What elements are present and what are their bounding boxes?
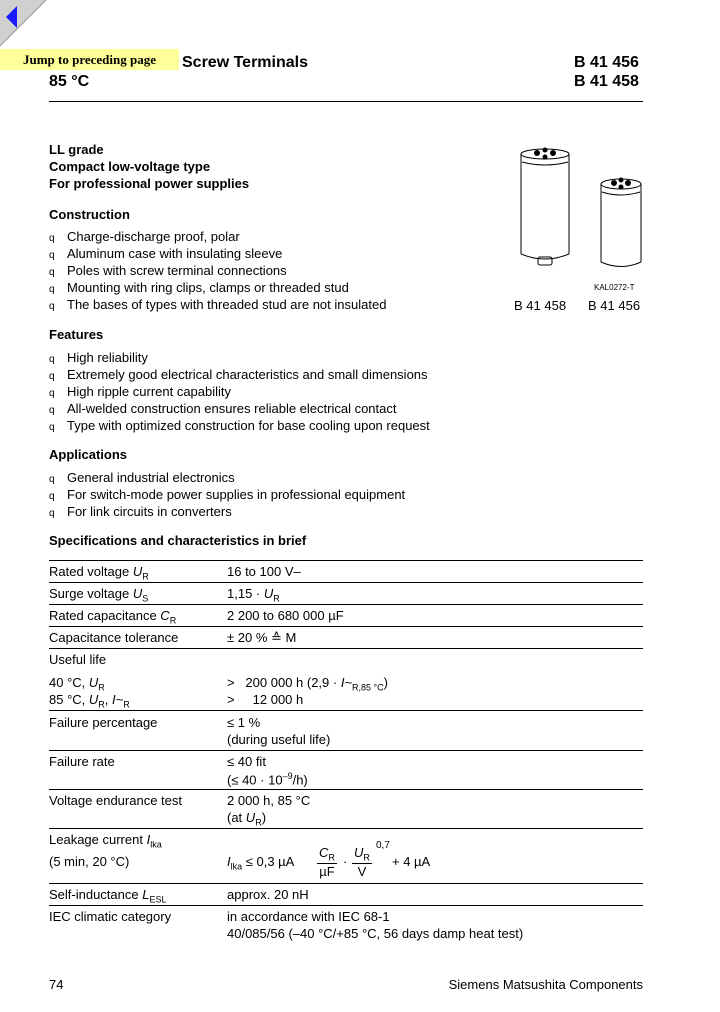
spec-label-endurance: Voltage endurance test	[49, 793, 182, 808]
spec-value-useful-life-85: > 12 000 h	[227, 692, 304, 707]
list-item: q Type with optimized construction for base cooling upon request	[49, 418, 430, 433]
table-rule	[49, 648, 643, 649]
temperature-rating: 85 °C	[49, 73, 90, 90]
spec-value-iec: in accordance with IEC 68-1	[227, 909, 390, 924]
construction-heading: Construction	[49, 207, 130, 222]
page-title: Screw Terminals	[182, 54, 308, 71]
table-rule	[49, 604, 643, 605]
list-item: q General industrial electronics	[49, 470, 235, 485]
list-item: q High ripple current capability	[49, 384, 232, 399]
spec-label-rated-capacitance: Rated capacitance $C_R$	[49, 608, 177, 626]
spec-value-failure-percentage-note: (during useful life)	[227, 732, 331, 747]
intro-line: LL grade	[49, 142, 104, 157]
page-number: 74	[49, 977, 64, 992]
applications-heading: Applications	[49, 447, 128, 462]
spec-value-iec-detail: 40/085/56 (–40 °C/+85 °C, 56 days damp heat test)	[227, 926, 524, 941]
spec-value-rated-voltage: 16 to 100 V–	[227, 564, 301, 579]
leakage-formula: $I_{lka} \le 0,3$ µA	[227, 854, 295, 872]
spec-value-rated-capacitance: 2 200 to 680 000 µF	[227, 608, 344, 623]
spec-value-self-inductance: approx. 20 nH	[227, 887, 309, 902]
part-number-b: B 41 458	[574, 73, 639, 90]
list-item: q All-welded construction ensures reliable electrical contact	[49, 401, 397, 416]
capacitor-illustration	[510, 140, 650, 290]
table-rule	[49, 905, 643, 906]
spec-label-self-inductance: Self-inductance $L_{ESL}$	[49, 887, 167, 905]
list-item: q Extremely good electrical characteristics and small dimensions	[49, 367, 428, 382]
header-divider	[49, 101, 643, 102]
list-item: q For switch-mode power supplies in professional equipment	[49, 487, 406, 502]
spec-value-endurance: 2 000 h, 85 °C	[227, 793, 311, 808]
spec-label-rated-voltage: Rated voltage $U_R$	[49, 564, 149, 582]
table-rule	[49, 582, 643, 583]
spec-label-leakage: Leakage current $I_{lka}$	[49, 832, 162, 850]
table-rule	[49, 883, 643, 884]
list-item: q High reliability	[49, 350, 148, 365]
leakage-formula-tail: + 4 µA	[392, 854, 431, 869]
table-rule	[49, 560, 643, 561]
specs-heading: Specifications and characteristics in brief	[49, 533, 307, 548]
spec-value-failure-rate-note: (≤ $40 \cdot 10^{-9}/h$)	[227, 771, 308, 788]
spec-value-failure-percentage: ≤ 1 %	[227, 715, 261, 730]
list-item: q For link circuits in converters	[49, 504, 232, 519]
table-rule	[49, 626, 643, 627]
intro-line: For professional power supplies	[49, 176, 250, 191]
leakage-formula-dot: ·	[343, 854, 348, 869]
spec-label-iec: IEC climatic category	[49, 909, 172, 924]
list-item: q Aluminum case with insulating sleeve	[49, 246, 283, 261]
list-item: q The bases of types with threaded stud are not insulated	[49, 297, 387, 312]
figure-code: KAL0272-T	[594, 283, 635, 292]
spec-label-tolerance: Capacitance tolerance	[49, 630, 179, 645]
spec-label-useful-life-85: 85 °C, $U_R$, $I\sim_R$	[49, 692, 130, 710]
spec-label-failure-rate: Failure rate	[49, 754, 115, 769]
leakage-formula-frac2: $U_R$ V	[354, 845, 370, 879]
table-rule	[49, 828, 643, 829]
intro-line: Compact low-voltage type	[49, 159, 211, 174]
spec-value-tolerance: ± 20 % ≙ M	[227, 630, 297, 645]
spec-label-failure-percentage: Failure percentage	[49, 715, 158, 730]
table-rule	[49, 710, 643, 711]
table-rule	[49, 789, 643, 790]
features-heading: Features	[49, 327, 104, 342]
leakage-formula-frac1: $C_R$ µF	[319, 845, 335, 879]
spec-label-leakage-conditions: (5 min, 20 °C)	[49, 854, 130, 869]
figure-label-right: B 41 456	[588, 298, 641, 313]
table-rule	[49, 750, 643, 751]
spec-value-endurance-note: (at $U_R$)	[227, 810, 267, 828]
spec-label-useful-life-40: 40 °C, $U_R$	[49, 675, 105, 693]
spec-value-useful-life-40: > 200 000 h $(2,9 \cdot I\sim_{R,85 ^\circ C})$	[227, 675, 389, 693]
list-item: q Mounting with ring clips, clamps or threaded stud	[49, 280, 349, 295]
list-item: q Poles with screw terminal connections	[49, 263, 287, 278]
figure-label-left: B 41 458	[514, 298, 567, 313]
previous-page-arrow-icon[interactable]	[0, 0, 46, 46]
company-name: Siemens Matsushita Components	[448, 977, 643, 992]
jump-to-preceding-page-button[interactable]: Jump to preceding page	[0, 49, 179, 70]
spec-label-useful-life: Useful life	[49, 652, 107, 667]
spec-label-surge-voltage: Surge voltage $U_S$	[49, 586, 149, 604]
spec-value-failure-rate: ≤ 40 fit	[227, 754, 266, 769]
part-number-a: B 41 456	[574, 54, 639, 71]
leakage-formula-exponent: 0,7	[376, 840, 390, 851]
list-item: q Charge-discharge proof, polar	[49, 229, 240, 244]
spec-value-surge-voltage: $1,15 \cdot U_R$	[227, 586, 280, 604]
